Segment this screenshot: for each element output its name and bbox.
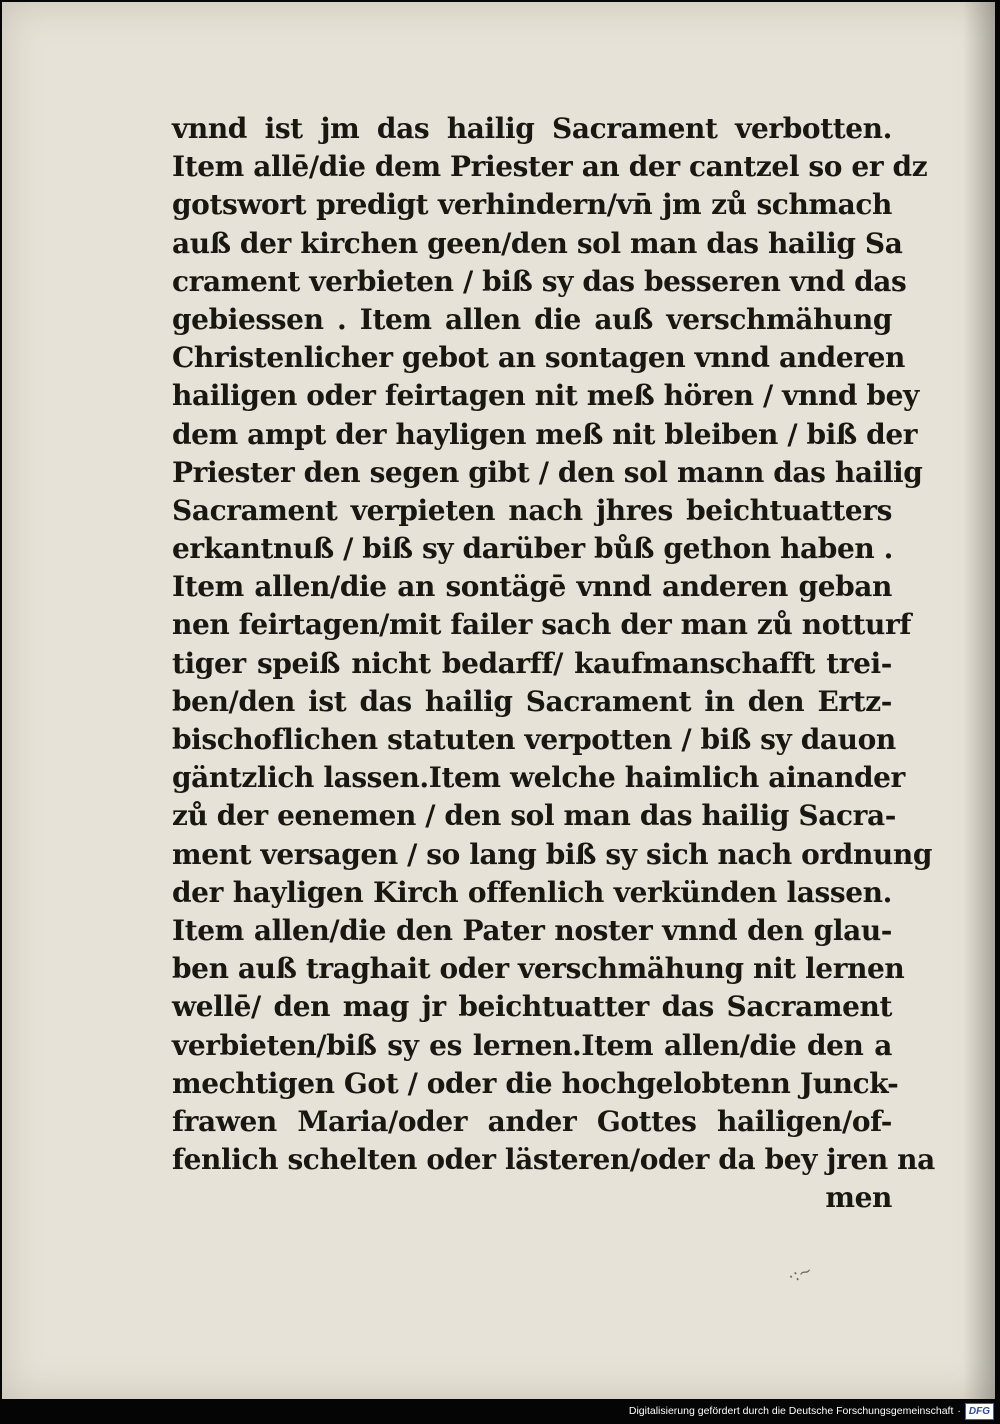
text-line: der hayligen Kirch offenlich verkünden lassen. — [172, 875, 892, 909]
text-line: Priester den segen gibt / den sol mann das hailig — [172, 455, 923, 489]
ink-smudge-mark: ·:~ — [785, 1260, 815, 1287]
text-line: vnnd ist jm das hailig Sacrament verbotten. — [172, 112, 892, 145]
text-line: ben auß traghait oder verschmähung nit lernen — [172, 952, 905, 986]
text-line: men — [825, 1181, 892, 1215]
text-line: zů der eenemen / den sol man das hailig Sacra- — [172, 799, 896, 833]
text-line: hailigen oder feirtagen nit meß hören / vnnd bey — [172, 379, 919, 413]
text-line: erkantnuß / biß sy darüber bůß gethon haben . — [172, 532, 894, 566]
text-block — [172, 110, 935, 1217]
text-line: Item allē/die dem Priester an der cantzel so er dz — [172, 150, 928, 184]
text-line: ment versagen / so lang biß sy sich nach ordnung — [172, 837, 933, 871]
dfg-credit: Digitalisierung gefördert durch die Deutsche Forschungsgemeinschaft — [628, 1405, 954, 1417]
document-page — [2, 2, 995, 1399]
text-line: gäntzlich lassen.Item welche haimlich ainander — [172, 761, 905, 795]
text-line: mechtigen Got / oder die hochgelobtenn Junck- — [172, 1066, 899, 1100]
text-line: auß der kirchen geen/den sol man das hailig Sa — [172, 226, 903, 260]
text-line: frawen Maria/oder ander Gottes hailigen/of- — [172, 1104, 892, 1138]
text-line: wellē/ den mag jr beichtuatter das Sacrament — [172, 990, 892, 1024]
text-line: ben/den ist das hailig Sacrament in den Ertz- — [172, 684, 892, 718]
text-line: verbieten/biß sy es lernen.Item allen/die den a — [172, 1028, 892, 1062]
text-line: fenlich schelten oder lästeren/oder da bey jren na — [172, 1143, 935, 1177]
text-line: Item allen/die den Pater noster vnnd den glau- — [172, 913, 892, 947]
dfg-logo-icon: DFG — [965, 1403, 994, 1420]
text-line: Christenlicher gebot an sontagen vnnd anderen — [172, 341, 905, 375]
text-line: crament verbieten / biß sy das besseren vnd das — [172, 264, 907, 298]
text-line: gebiessen . Item allen die auß verschmähung — [172, 302, 892, 336]
text-line: dem ampt der hayligen meß nit bleiben / biß der — [172, 417, 918, 451]
text-line: Sacrament verpieten nach jhres beichtuatters — [172, 493, 892, 527]
text-line: gotswort predigt verhindern/vn̄ jm zů schmach — [172, 188, 892, 222]
footer-bar — [629, 1402, 994, 1420]
text-line: tiger speiß nicht bedarff/ kaufmanschafft trei- — [172, 646, 892, 680]
text-line: nen feirtagen/mit failer sach der man zů notturf — [172, 608, 911, 642]
text-line: bischoflichen statuten verpotten / biß sy dauon — [172, 723, 896, 756]
text-line: Item allen/die an sontägē vnnd anderen geban — [172, 570, 892, 604]
credit-separator: · — [957, 1405, 961, 1417]
